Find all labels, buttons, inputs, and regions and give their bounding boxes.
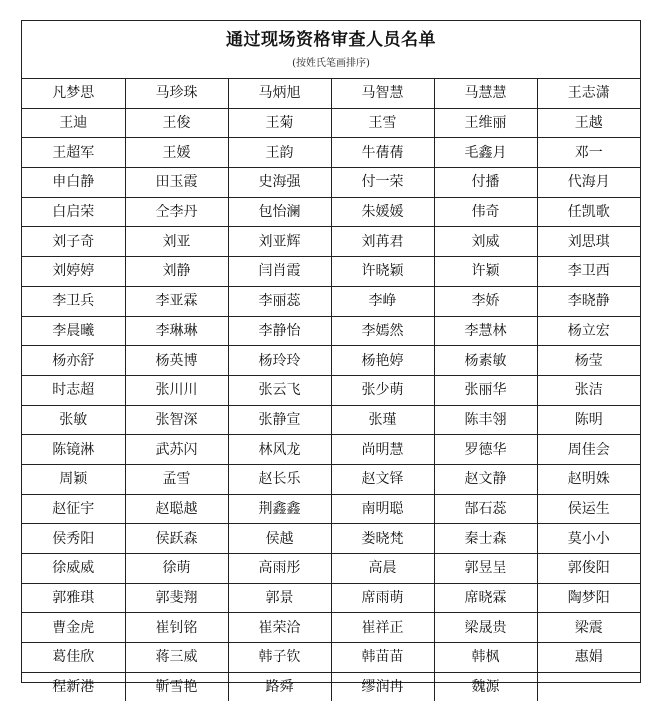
name-cell: 李晨曦 bbox=[22, 316, 125, 346]
name-cell: 杨素敏 bbox=[434, 346, 537, 376]
name-cell: 王菊 bbox=[228, 108, 331, 138]
name-cell: 高雨彤 bbox=[228, 554, 331, 584]
name-cell: 代海月 bbox=[537, 168, 640, 198]
name-cell: 赵文铎 bbox=[331, 464, 434, 494]
name-cell: 郜石蕊 bbox=[434, 494, 537, 524]
name-cell: 徐萌 bbox=[125, 554, 228, 584]
name-cell: 刘子奇 bbox=[22, 227, 125, 257]
name-cell: 赵聪越 bbox=[125, 494, 228, 524]
name-cell: 张敏 bbox=[22, 405, 125, 435]
name-cell: 莫小小 bbox=[537, 524, 640, 554]
name-cell: 杨英博 bbox=[125, 346, 228, 376]
name-cell: 李丽蕊 bbox=[228, 286, 331, 316]
name-cell: 王媛 bbox=[125, 138, 228, 168]
name-cell: 毛鑫月 bbox=[434, 138, 537, 168]
table-row bbox=[22, 227, 640, 257]
table-row bbox=[22, 375, 640, 405]
name-cell: 王迪 bbox=[22, 108, 125, 138]
name-cell: 郭雅琪 bbox=[22, 583, 125, 613]
name-cell: 包怡澜 bbox=[228, 197, 331, 227]
name-cell: 许晓颖 bbox=[331, 257, 434, 287]
name-cell: 席晓霖 bbox=[434, 583, 537, 613]
name-cell: 魏源 bbox=[434, 672, 537, 701]
name-cell: 朱媛媛 bbox=[331, 197, 434, 227]
name-cell: 陈镜淋 bbox=[22, 435, 125, 465]
name-cell: 张静宣 bbox=[228, 405, 331, 435]
table-row bbox=[22, 257, 640, 287]
name-cell: 王俊 bbox=[125, 108, 228, 138]
name-cell: 赵长乐 bbox=[228, 464, 331, 494]
name-cell: 马炳旭 bbox=[228, 79, 331, 108]
name-cell: 侯越 bbox=[228, 524, 331, 554]
name-cell: 李慧林 bbox=[434, 316, 537, 346]
name-cell: 张瑾 bbox=[331, 405, 434, 435]
table-row bbox=[22, 464, 640, 494]
name-cell: 马慧慧 bbox=[434, 79, 537, 108]
name-cell: 时志超 bbox=[22, 375, 125, 405]
name-cell: 邓一 bbox=[537, 138, 640, 168]
name-cell: 娄晓梵 bbox=[331, 524, 434, 554]
name-cell: 李嫣然 bbox=[331, 316, 434, 346]
name-cell: 马珍珠 bbox=[125, 79, 228, 108]
name-list-sheet bbox=[21, 20, 641, 696]
name-table bbox=[22, 79, 640, 701]
name-cell: 陈明 bbox=[537, 405, 640, 435]
name-cell: 韩枫 bbox=[434, 643, 537, 673]
name-cell: 李琳琳 bbox=[125, 316, 228, 346]
name-cell: 高晨 bbox=[331, 554, 434, 584]
name-cell: 杨立宏 bbox=[537, 316, 640, 346]
name-cell: 付播 bbox=[434, 168, 537, 198]
name-cell: 张洁 bbox=[537, 375, 640, 405]
name-cell: 申白静 bbox=[22, 168, 125, 198]
name-cell: 韩子钦 bbox=[228, 643, 331, 673]
name-cell: 王越 bbox=[537, 108, 640, 138]
table-row bbox=[22, 346, 640, 376]
name-cell: 梁晟贵 bbox=[434, 613, 537, 643]
name-cell: 张智深 bbox=[125, 405, 228, 435]
name-cell: 伟奇 bbox=[434, 197, 537, 227]
name-cell: 史海强 bbox=[228, 168, 331, 198]
name-cell: 李静怡 bbox=[228, 316, 331, 346]
name-cell: 牛蒨蒨 bbox=[331, 138, 434, 168]
name-cell: 曹金虎 bbox=[22, 613, 125, 643]
name-cell: 郭俊阳 bbox=[537, 554, 640, 584]
name-cell: 刘思琪 bbox=[537, 227, 640, 257]
name-cell: 王志潇 bbox=[537, 79, 640, 108]
table-row bbox=[22, 79, 640, 108]
table-row bbox=[22, 138, 640, 168]
name-cell: 马智慧 bbox=[331, 79, 434, 108]
name-cell: 郭昱呈 bbox=[434, 554, 537, 584]
table-row bbox=[22, 672, 640, 701]
name-cell: 荆鑫鑫 bbox=[228, 494, 331, 524]
name-cell: 李卫兵 bbox=[22, 286, 125, 316]
name-cell: 凡梦思 bbox=[22, 79, 125, 108]
name-cell: 王韵 bbox=[228, 138, 331, 168]
name-cell: 刘亚辉 bbox=[228, 227, 331, 257]
name-cell: 李晓静 bbox=[537, 286, 640, 316]
name-cell: 刘静 bbox=[125, 257, 228, 287]
name-cell: 梁震 bbox=[537, 613, 640, 643]
name-cell: 侯运生 bbox=[537, 494, 640, 524]
name-cell: 刘婷婷 bbox=[22, 257, 125, 287]
name-table-body bbox=[22, 79, 640, 701]
name-cell: 田玉霞 bbox=[125, 168, 228, 198]
name-cell: 周颖 bbox=[22, 464, 125, 494]
name-cell: 赵明姝 bbox=[537, 464, 640, 494]
table-row bbox=[22, 494, 640, 524]
name-cell: 郭斐翔 bbox=[125, 583, 228, 613]
name-cell: 侯跃森 bbox=[125, 524, 228, 554]
name-cell: 崔祥正 bbox=[331, 613, 434, 643]
name-cell: 赵文静 bbox=[434, 464, 537, 494]
name-cell: 刘苒君 bbox=[331, 227, 434, 257]
name-cell: 任凯歌 bbox=[537, 197, 640, 227]
document-header bbox=[22, 21, 640, 79]
name-cell: 周佳会 bbox=[537, 435, 640, 465]
name-cell: 张川川 bbox=[125, 375, 228, 405]
name-cell: 张丽华 bbox=[434, 375, 537, 405]
table-row bbox=[22, 643, 640, 673]
name-cell: 仝李丹 bbox=[125, 197, 228, 227]
table-row bbox=[22, 524, 640, 554]
name-cell: 林风龙 bbox=[228, 435, 331, 465]
name-cell: 程新港 bbox=[22, 672, 125, 701]
table-row bbox=[22, 108, 640, 138]
document-subtitle: (按姓氏笔画排序) bbox=[292, 58, 370, 69]
table-row bbox=[22, 435, 640, 465]
name-cell: 蒋三威 bbox=[125, 643, 228, 673]
table-row bbox=[22, 583, 640, 613]
name-cell: 李峥 bbox=[331, 286, 434, 316]
table-row bbox=[22, 168, 640, 198]
name-cell: 崔荣洽 bbox=[228, 613, 331, 643]
name-cell bbox=[537, 672, 640, 701]
name-cell: 席雨萌 bbox=[331, 583, 434, 613]
name-cell: 崔钊铭 bbox=[125, 613, 228, 643]
name-cell: 许颖 bbox=[434, 257, 537, 287]
name-cell: 尚明慧 bbox=[331, 435, 434, 465]
name-cell: 武苏闪 bbox=[125, 435, 228, 465]
table-row bbox=[22, 197, 640, 227]
name-cell: 杨莹 bbox=[537, 346, 640, 376]
name-cell: 张少萌 bbox=[331, 375, 434, 405]
name-cell: 闫肖霞 bbox=[228, 257, 331, 287]
name-cell: 靳雪艳 bbox=[125, 672, 228, 701]
name-cell: 李亚霖 bbox=[125, 286, 228, 316]
name-cell: 王超军 bbox=[22, 138, 125, 168]
name-cell: 侯秀阳 bbox=[22, 524, 125, 554]
name-cell: 韩苗苗 bbox=[331, 643, 434, 673]
name-cell: 缪润冉 bbox=[331, 672, 434, 701]
name-cell: 李卫西 bbox=[537, 257, 640, 287]
name-cell: 张云飞 bbox=[228, 375, 331, 405]
name-cell: 罗德华 bbox=[434, 435, 537, 465]
name-cell: 惠娟 bbox=[537, 643, 640, 673]
name-cell: 李娇 bbox=[434, 286, 537, 316]
name-cell: 孟雪 bbox=[125, 464, 228, 494]
name-cell: 白启荣 bbox=[22, 197, 125, 227]
name-cell: 付一荣 bbox=[331, 168, 434, 198]
name-cell: 葛佳欣 bbox=[22, 643, 125, 673]
name-cell: 王雪 bbox=[331, 108, 434, 138]
name-cell: 路舜 bbox=[228, 672, 331, 701]
name-cell: 郭景 bbox=[228, 583, 331, 613]
name-cell: 陶梦阳 bbox=[537, 583, 640, 613]
table-row bbox=[22, 613, 640, 643]
name-cell: 刘亚 bbox=[125, 227, 228, 257]
name-cell: 杨亦舒 bbox=[22, 346, 125, 376]
table-row bbox=[22, 316, 640, 346]
document-title: 通过现场资格审查人员名单 bbox=[226, 30, 436, 50]
name-cell: 刘威 bbox=[434, 227, 537, 257]
table-row bbox=[22, 405, 640, 435]
name-cell: 徐威威 bbox=[22, 554, 125, 584]
name-cell: 杨玲玲 bbox=[228, 346, 331, 376]
table-row bbox=[22, 286, 640, 316]
name-cell: 赵征宇 bbox=[22, 494, 125, 524]
name-cell: 陈丰翎 bbox=[434, 405, 537, 435]
name-cell: 南明聪 bbox=[331, 494, 434, 524]
name-cell: 王维丽 bbox=[434, 108, 537, 138]
table-row bbox=[22, 554, 640, 584]
name-cell: 秦士森 bbox=[434, 524, 537, 554]
name-cell: 杨艳婷 bbox=[331, 346, 434, 376]
